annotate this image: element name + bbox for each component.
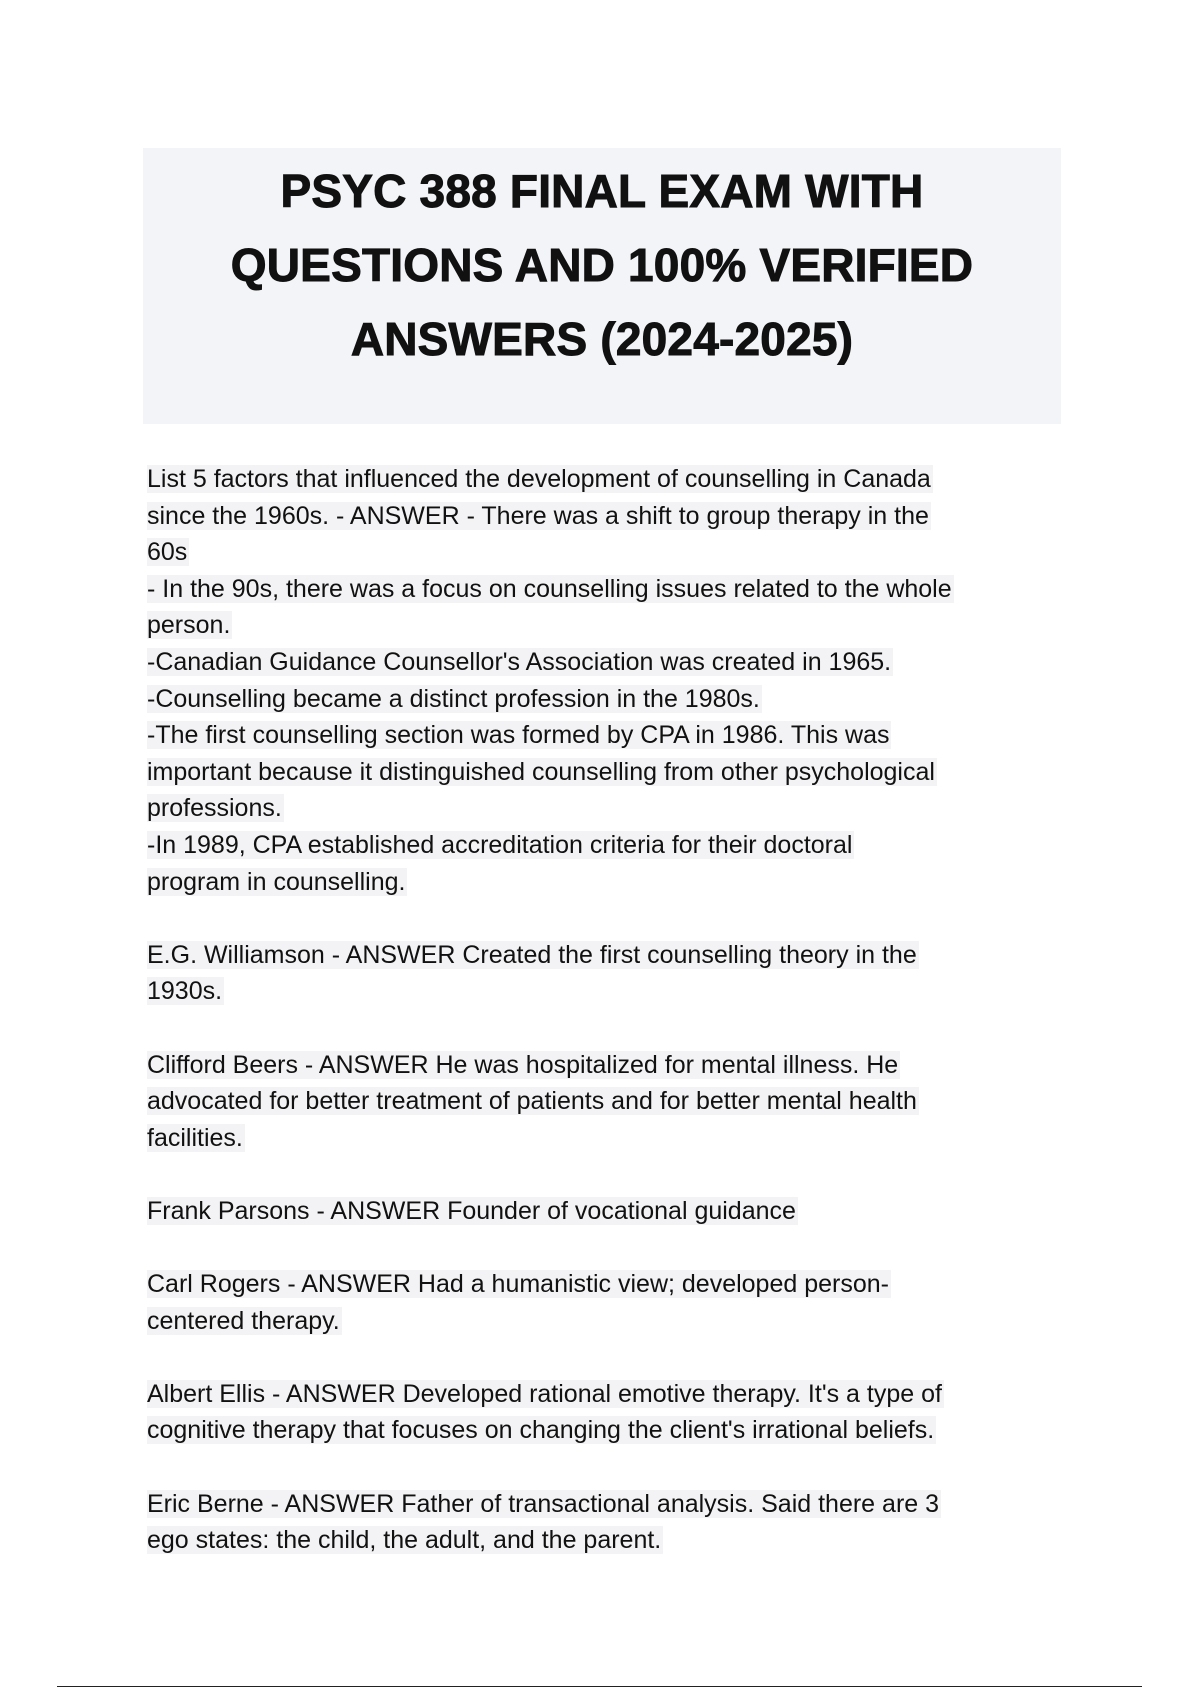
qa-entry-williamson bbox=[147, 937, 1067, 1010]
text-line-content: List 5 factors that influenced the development of counselling in Canada bbox=[147, 465, 931, 493]
text-line-content: facilities. bbox=[147, 1123, 243, 1152]
text-line bbox=[147, 1047, 1067, 1084]
text-line-content: professions. bbox=[147, 794, 282, 823]
text-line bbox=[147, 717, 1067, 754]
qa-entry-berne bbox=[147, 1486, 1067, 1559]
text-line bbox=[147, 973, 1067, 1010]
footer-divider bbox=[57, 1686, 1142, 1687]
text-line bbox=[147, 498, 1067, 535]
text-line-content: 1930s. bbox=[147, 977, 223, 1006]
entry-spacer bbox=[147, 1156, 1067, 1193]
text-line bbox=[147, 827, 1067, 864]
text-line bbox=[147, 790, 1067, 827]
text-line bbox=[147, 644, 1067, 681]
text-line-content: Clifford Beers - ANSWER He was hospitalized for mental illness. He bbox=[147, 1050, 899, 1079]
title-line: QUESTIONS AND 100% VERIFIED bbox=[230, 239, 974, 291]
text-line bbox=[147, 754, 1067, 791]
text-line bbox=[147, 571, 1067, 608]
text-line-content: person. bbox=[147, 611, 231, 640]
text-line-content: Eric Berne - ANSWER Father of transactional analysis. Said there are 3 bbox=[147, 1489, 940, 1518]
text-line-content: 60s bbox=[147, 538, 188, 567]
entry-spacer bbox=[147, 1339, 1067, 1376]
qa-entry-beers bbox=[147, 1047, 1067, 1157]
text-line bbox=[147, 1376, 1067, 1413]
text-line-content: Albert Ellis - ANSWER Developed rational emotive therapy. It's a type of bbox=[147, 1379, 942, 1408]
text-line bbox=[147, 534, 1067, 571]
text-line bbox=[147, 1083, 1067, 1120]
qa-list bbox=[147, 461, 1067, 1559]
text-line-content: Frank Parsons - ANSWER Founder of vocational guidance bbox=[147, 1196, 796, 1225]
qa-entry-ellis bbox=[147, 1376, 1067, 1449]
text-line-content: program in counselling. bbox=[147, 867, 406, 896]
text-line-content: cognitive therapy that focuses on changing the client's irrational beliefs. bbox=[147, 1416, 935, 1445]
text-line bbox=[147, 1412, 1067, 1449]
entry-spacer bbox=[147, 1010, 1067, 1047]
text-line bbox=[147, 607, 1067, 644]
text-line bbox=[147, 461, 1067, 498]
text-line-content: -Counselling became a distinct profession in the 1980s. bbox=[147, 684, 760, 713]
text-line-content: -The first counselling section was formed by CPA in 1986. This was bbox=[147, 721, 890, 750]
title-line: ANSWERS (2024-2025) bbox=[350, 313, 854, 365]
text-line-content: E.G. Williamson - ANSWER Created the first counselling theory in the bbox=[147, 940, 917, 969]
text-line-content: ego states: the child, the adult, and the parent. bbox=[147, 1526, 662, 1555]
text-line bbox=[147, 1522, 1067, 1559]
entry-spacer bbox=[147, 1449, 1067, 1486]
title-line: PSYC 388 FINAL EXAM WITH bbox=[280, 165, 924, 217]
text-line-content: Carl Rogers - ANSWER Had a humanistic view; developed person- bbox=[147, 1270, 889, 1299]
text-line bbox=[147, 1303, 1067, 1340]
text-line-content: centered therapy. bbox=[147, 1306, 340, 1335]
qa-entry-rogers bbox=[147, 1266, 1067, 1339]
entry-spacer bbox=[147, 900, 1067, 937]
text-line bbox=[147, 864, 1067, 901]
text-line bbox=[147, 1486, 1067, 1523]
text-line bbox=[147, 1120, 1067, 1157]
text-line-content: -In 1989, CPA established accreditation criteria for their doctoral bbox=[147, 830, 853, 859]
text-line bbox=[147, 1266, 1067, 1303]
text-line bbox=[147, 1193, 1067, 1230]
title-block bbox=[143, 148, 1061, 424]
text-line-content: since the 1960s. - ANSWER - There was a shift to group therapy in the bbox=[147, 501, 929, 530]
text-line bbox=[147, 937, 1067, 974]
text-line-content: - In the 90s, there was a focus on counselling issues related to the whole bbox=[147, 574, 952, 603]
text-line-content: important because it distinguished counselling from other psychological bbox=[147, 757, 935, 786]
qa-entry-parsons bbox=[147, 1193, 1067, 1230]
text-line-content: advocated for better treatment of patients and for better mental health bbox=[147, 1087, 917, 1116]
text-line-content: -Canadian Guidance Counsellor's Association was created in 1965. bbox=[147, 647, 892, 676]
qa-entry-counselling-factors bbox=[147, 461, 1067, 900]
text-line bbox=[147, 681, 1067, 718]
entry-spacer bbox=[147, 1229, 1067, 1266]
